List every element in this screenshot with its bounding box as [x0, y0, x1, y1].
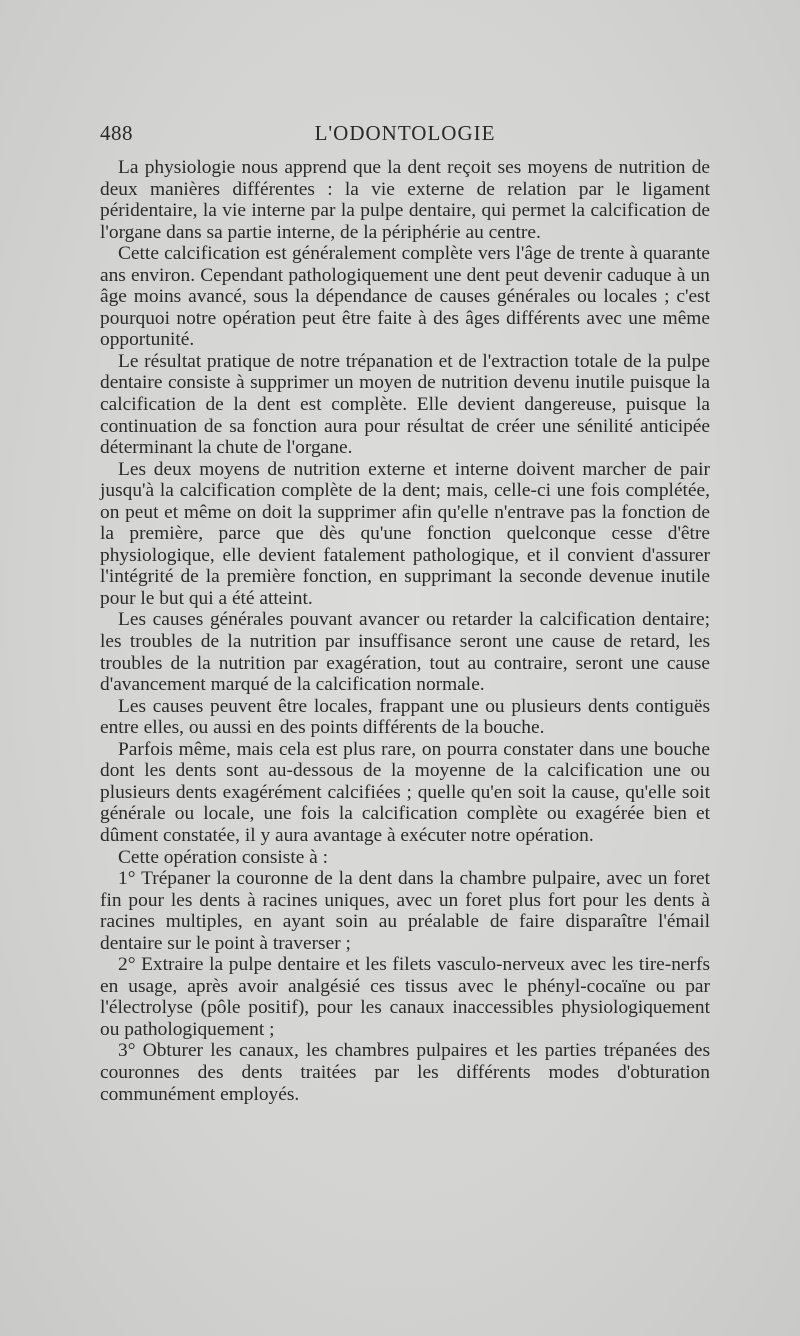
paragraph: Les causes peuvent être locales, frappant une ou plusieurs dents contiguës entre elles, ou aussi en des points différents de la bouche.	[100, 695, 710, 739]
paragraph: La physiologie nous apprend que la dent reçoit ses moyens de nutrition de deux manières différentes : la vie externe de relation par le ligament péridentaire, la vie interne par la pulpe dentaire, qui permet la calcification de l'organe dans sa partie interne, de la périphérie au centre.	[100, 157, 710, 243]
list-item: 2° Extraire la pulpe dentaire et les filets vasculo-nerveux avec les tire-nerfs en usage, après avoir analgésié ces tissus avec le phényl-cocaïne ou par l'électrolyse (pôle positif), pour les canaux inaccessibles physiologiquement ou pathologiquement ;	[100, 954, 710, 1040]
paragraph: Les causes générales pouvant avancer ou retarder la calcification dentaire; les troubles de la nutrition par insuffisance seront une cause de retard, les troubles de la nutrition par exagération, tout au contraire, seront une cause d'avancement marqué de la calcification normale.	[100, 609, 710, 696]
running-title: L'ODONTOLOGIE	[314, 121, 496, 145]
page-number: 488	[100, 121, 133, 145]
list-item: 1° Trépaner la couronne de la dent dans la chambre pulpaire, avec un foret fin pour les dents à racines uniques, avec un foret plus fort pour les dents à racines multiples, en ayant soin au préalable de faire disparaître l'émail dentaire sur le point à traverser ;	[100, 868, 710, 954]
page-header	[100, 121, 710, 149]
paragraph: Le résultat pratique de notre trépanation et de l'extraction totale de la pulpe dentaire consiste à supprimer un moyen de nutrition devenu inutile puisque la calcification de la dent est complète. Elle devient dangereuse, puisque la continuation de sa fonction aura pour résultat de créer une sénilité anticipée déterminant la chute de l'organe.	[100, 350, 710, 459]
list-item: 3° Obturer les canaux, les chambres pulpaires et les parties trépanées des couronnes des dents traitées par les différents modes d'obturation communément employés.	[100, 1040, 710, 1105]
body-text	[100, 157, 710, 1105]
paragraph: Cette calcification est généralement complète vers l'âge de trente à quarante ans environ. Cependant pathologiquement une dent peut devenir caduque à un âge moins avancé, sous la dépendance de causes générales ou locales ; c'est pourquoi notre opération peut être faite à des âges différents avec une même opportunité.	[100, 243, 710, 351]
paragraph: Parfois même, mais cela est plus rare, on pourra constater dans une bouche dont les dents sont au-dessous de la moyenne de la calcification une ou plusieurs dents exagérément calcifiées ; quelle qu'en soit la cause, qu'elle soit générale ou locale, une fois la calcification complète ou exagérée bien et dûment constatée, il y aura avantage à exécuter notre opération.	[100, 738, 710, 846]
paragraph: Cette opération consiste à :	[118, 846, 329, 868]
paragraph: Les deux moyens de nutrition externe et interne doivent marcher de pair jusqu'à la calcification complète de la dent; mais, celle-ci une fois complétée, on peut et même on doit la supprimer afin qu'elle n'entrave pas la fonction de la première, parce que dès qu'une fonction quelconque cesse d'être physiologique, elle devient fatalement pathologique, et il convient d'assurer l'intégrité de la première fonction, en supprimant la seconde devenue inutile pour le but qui a été atteint.	[100, 458, 710, 609]
